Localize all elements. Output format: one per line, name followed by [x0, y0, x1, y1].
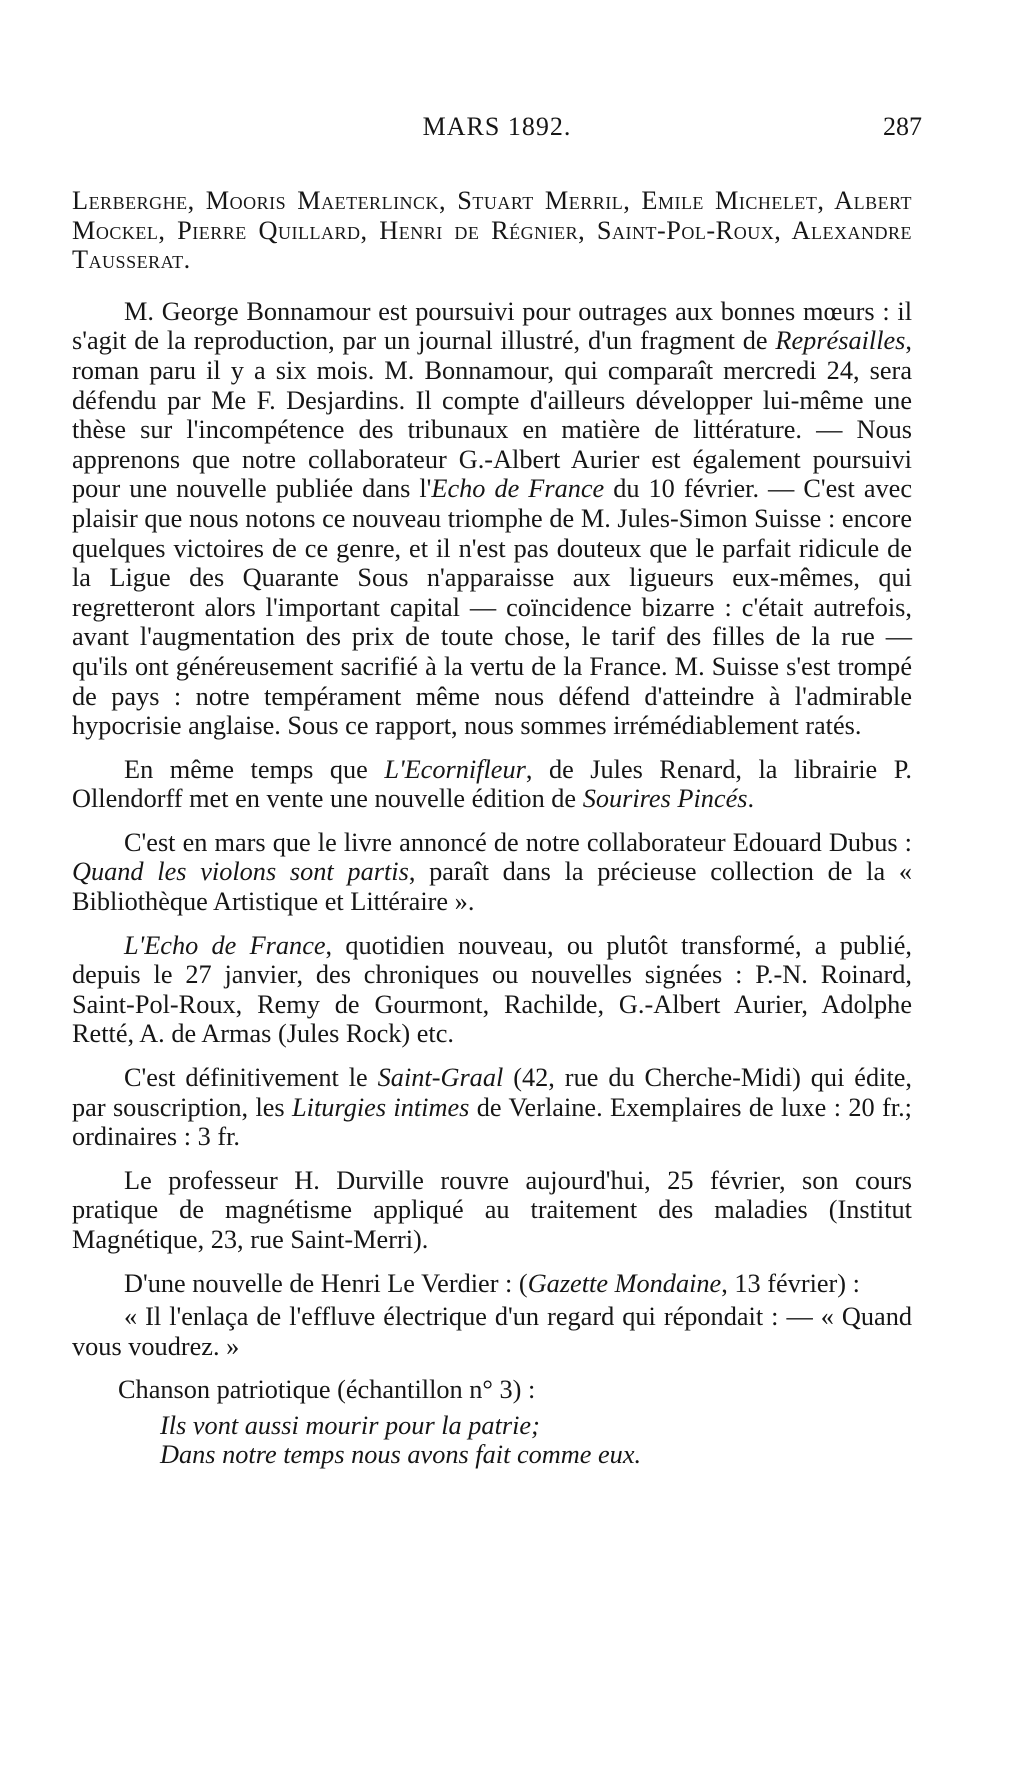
text-run: du 10 février. — C'est avec plaisir que nous notons ce nouveau triomphe de M. Jules-Simon Suisse : encore quelques victoires de ce genre, et il n'est pas douteux que le parfait ridicule de la Ligue des Quarante Sous n'apparaisse aux ligueurs eux-mêmes, qui regretteront alors l'important capital — coïncidence bizarre : c'était autrefois, avant l'augmentation des prix de toute chose, le tarif des filles de la rue — qu'ils ont généreusement sacrifié à la vertu de la France. M. Suisse s'est trompé de pays : notre tempérament même nous défend d'atteindre à l'admirable hypocrisie anglaise. Sous ce rapport, nous sommes irrémédiablement ratés. — [72, 474, 912, 741]
text-run: , paraît dans la précieuse collection de la « Bibliothèque Artistique et Littéraire ». — [72, 857, 912, 917]
text-run: , 13 février) : — [721, 1268, 860, 1298]
verse-line: Ils vont aussi mourir pour la patrie; — [160, 1410, 540, 1440]
paragraph-verdier — [72, 1269, 912, 1299]
text-run: , de Jules Renard, la librairie P. Ollendorff met en vente une nouvelle édition de — [72, 754, 912, 814]
text-run: . — [747, 784, 755, 814]
text-run: (42, rue du Cherche-Midi) qui édite, par souscription, les — [72, 1063, 912, 1122]
italic-title: L'Echo de France — [124, 930, 326, 960]
chanson-heading: Chanson patriotique (échantillon n° 3) : — [118, 1375, 536, 1405]
running-title: MARS 1892. — [422, 112, 572, 141]
quotation: « Il l'enlaça de l'effluve électrique d'un regard qui répondait : — « Quand vous voudrez. » — [72, 1302, 912, 1361]
text-run: , roman paru il y a six mois. M. Bonnamour, qui comparaît mercredi 24, sera défendu par Me F. Desjardins. Il compte d'ailleurs développer lui-même une thèse sur l'incompétence des tribunaux en matière de littérature. — Nous apprenons que notre collaborateur G.-Albert Aurier est également poursuivi pour une nouvelle publiée dans l' — [72, 326, 912, 504]
paragraph-graal — [72, 1063, 912, 1152]
italic-title: Sourires Pincés — [582, 784, 748, 814]
page-header — [72, 112, 922, 144]
paragraph-durville: Le professeur H. Durville rouvre aujourd'hui, 25 février, son cours pratique de magnétisme appliqué au traitement des maladies (Institut Magnétique, 23, rue Saint-Merri). — [72, 1165, 912, 1254]
italic-title: L'Ecornifleur — [384, 754, 526, 784]
text-run: de Verlaine. Exemplaires de luxe : 20 fr.; ordinaires : 3 fr. — [72, 1092, 912, 1152]
text-run: En même temps que — [124, 754, 385, 784]
article-body — [72, 186, 912, 1469]
text-run: C'est en mars que le livre annoncé de notre collaborateur Edouard Dubus : — [124, 827, 912, 857]
paragraph-echo — [72, 931, 912, 1049]
italic-title: Echo de France — [431, 474, 605, 504]
text-run: M. George Bonnamour est poursuivi pour outrages aux bonnes mœurs : il s'agit de la reproduction, par un journal illustré, d'un fragment de — [72, 296, 912, 356]
paragraph-dubus — [72, 828, 912, 917]
verse-line: Dans notre temps nous avons fait comme eux. — [160, 1439, 642, 1469]
italic-title: Gazette Mondaine — [527, 1268, 722, 1298]
italic-title: Liturgies intimes — [292, 1092, 470, 1122]
text-run: D'une nouvelle de Henri Le Verdier : ( — [124, 1268, 528, 1298]
contributor-names: Lerberghe, Mooris Maeterlinck, Stuart Merril, Emile Michelet, Albert Mockel, Pierre Quillard, Henri de Régnier, Saint-Pol-Roux, Alexandre Tausserat. — [72, 186, 912, 275]
italic-title: Saint-Graal — [377, 1063, 504, 1093]
text-run: C'est définitivement le — [124, 1063, 378, 1093]
text-run: , quotidien nouveau, ou plutôt transformé, a publié, depuis le 27 janvier, des chroniques ou nouvelles signées : P.-N. Roinard, Saint-Pol-Roux, Remy de Gourmont, Rachilde, G.-Albert Aurier, Adolphe Retté, A. de Armas (Jules Rock) etc. — [72, 930, 913, 1049]
paragraph-ecornifleur — [72, 755, 912, 814]
italic-title: Représailles — [775, 326, 906, 356]
paragraph-bonnamour — [72, 297, 912, 741]
italic-title: Quand les violons sont partis — [72, 857, 409, 887]
page-number: 287 — [883, 112, 922, 141]
